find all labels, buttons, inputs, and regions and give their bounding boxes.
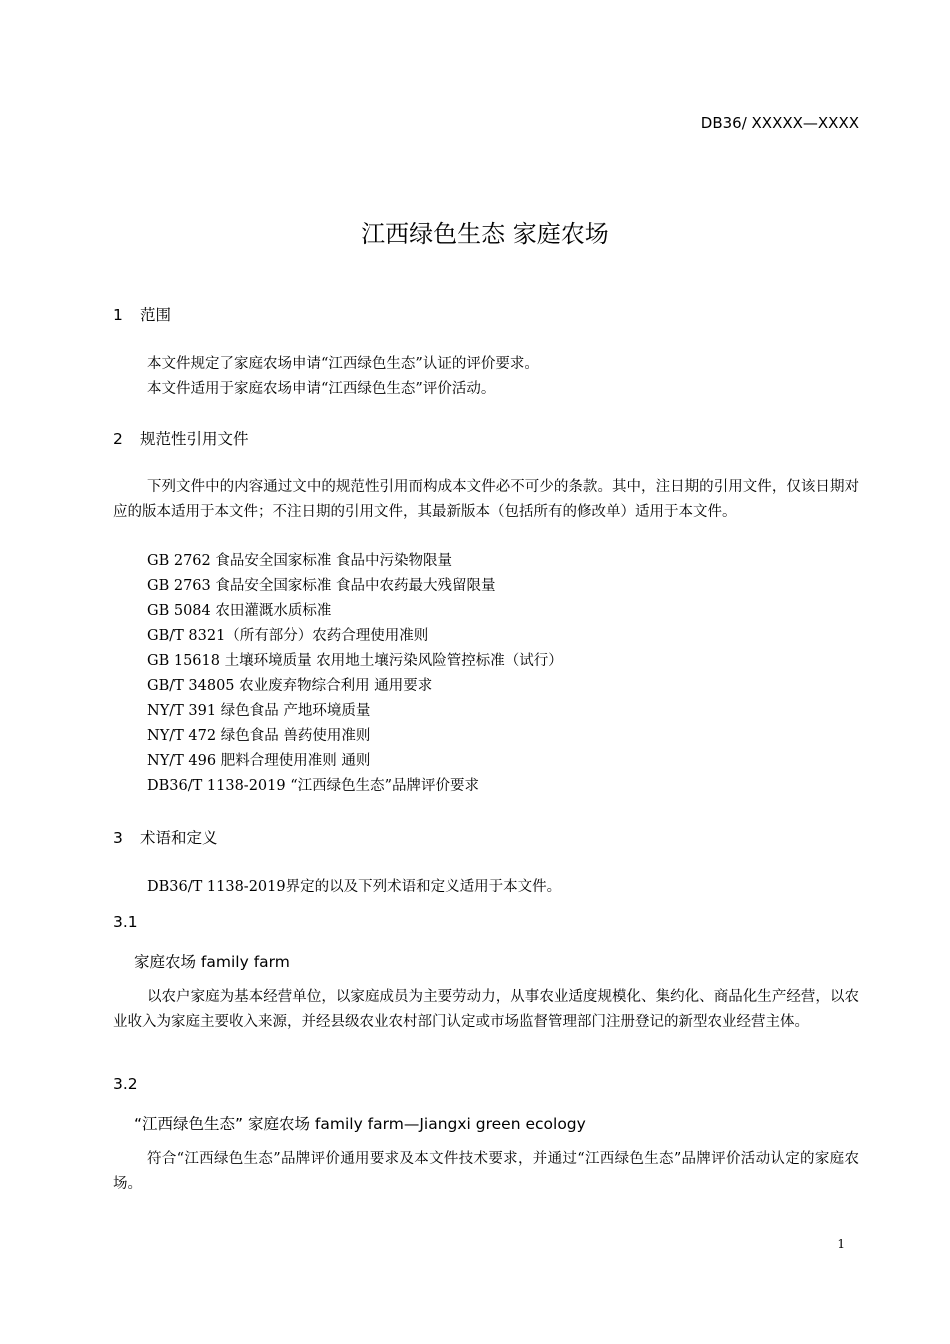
section-1-paragraph-2: 本文件适用于家庭农场申请“江西绿色生态”评价活动。 [147, 381, 496, 397]
reference-item: GB/T 8321（所有部分）农药合理使用准则 [147, 628, 429, 644]
term-3-2-name: “江西绿色生态” 家庭农场 family farm—Jiangxi green ecology [134, 1115, 586, 1133]
section-3-heading [113, 826, 218, 848]
reference-item: NY/T 496 肥料合理使用准则 通则 [147, 753, 371, 769]
section-1-number: 1 [113, 306, 123, 324]
section-1-title: 范围 [140, 306, 172, 324]
reference-item: GB 15618 土壤环境质量 农用地土壤污染风险管控标准（试行） [147, 653, 563, 669]
document-title: 江西绿色生态 家庭农场 [361, 220, 609, 248]
term-3-2-definition: 符合“江西绿色生态”品牌评价通用要求及本文件技术要求，并通过“江西绿色生态”品牌评价活动认定的家庭农场。 [113, 1151, 859, 1192]
section-2-intro: 下列文件中的内容通过文中的规范性引用而构成本文件必不可少的条款。其中，注日期的引用文件，仅该日期对应的版本适用于本文件；不注日期的引用文件，其最新版本（包括所有的修改单）适用于本文件。 [113, 479, 859, 520]
reference-item: GB 2762 食品安全国家标准 食品中污染物限量 [147, 553, 452, 569]
section-3-number: 3 [113, 829, 123, 847]
section-1-paragraph-1: 本文件规定了家庭农场申请“江西绿色生态”认证的评价要求。 [147, 356, 539, 372]
section-2-number: 2 [113, 430, 123, 448]
reference-item: NY/T 472 绿色食品 兽药使用准则 [147, 728, 371, 744]
term-3-1-definition: 以农户家庭为基本经营单位，以家庭成员为主要劳动力，从事农业适度规模化、集约化、商品化生产经营，以农业收入为家庭主要收入来源，并经县级农业农村部门认定或市场监督管理部门注册登记的新型农业经营主体。 [113, 989, 859, 1030]
section-3-title: 术语和定义 [140, 829, 218, 847]
term-3-2-number: 3.2 [113, 1075, 138, 1093]
reference-item: GB/T 34805 农业废弃物综合利用 通用要求 [147, 678, 433, 694]
section-2-heading [113, 427, 249, 449]
reference-item: GB 5084 农田灌溉水质标准 [147, 603, 332, 619]
reference-item: NY/T 391 绿色食品 产地环境质量 [147, 703, 371, 719]
normative-references-list [147, 549, 563, 799]
document-code: DB36/ XXXXX—XXXX [700, 114, 859, 132]
section-1-heading [113, 303, 171, 325]
reference-item: GB 2763 食品安全国家标准 食品中农药最大残留限量 [147, 578, 496, 594]
page-number: 1 [837, 1237, 845, 1251]
section-2-title: 规范性引用文件 [140, 430, 249, 448]
term-3-1-number: 3.1 [113, 913, 138, 931]
reference-item: DB36/T 1138-2019 “江西绿色生态”品牌评价要求 [147, 778, 480, 794]
section-3-intro: DB36/T 1138-2019界定的以及下列术语和定义适用于本文件。 [147, 879, 562, 895]
term-3-1-name: 家庭农场 family farm [134, 953, 290, 971]
